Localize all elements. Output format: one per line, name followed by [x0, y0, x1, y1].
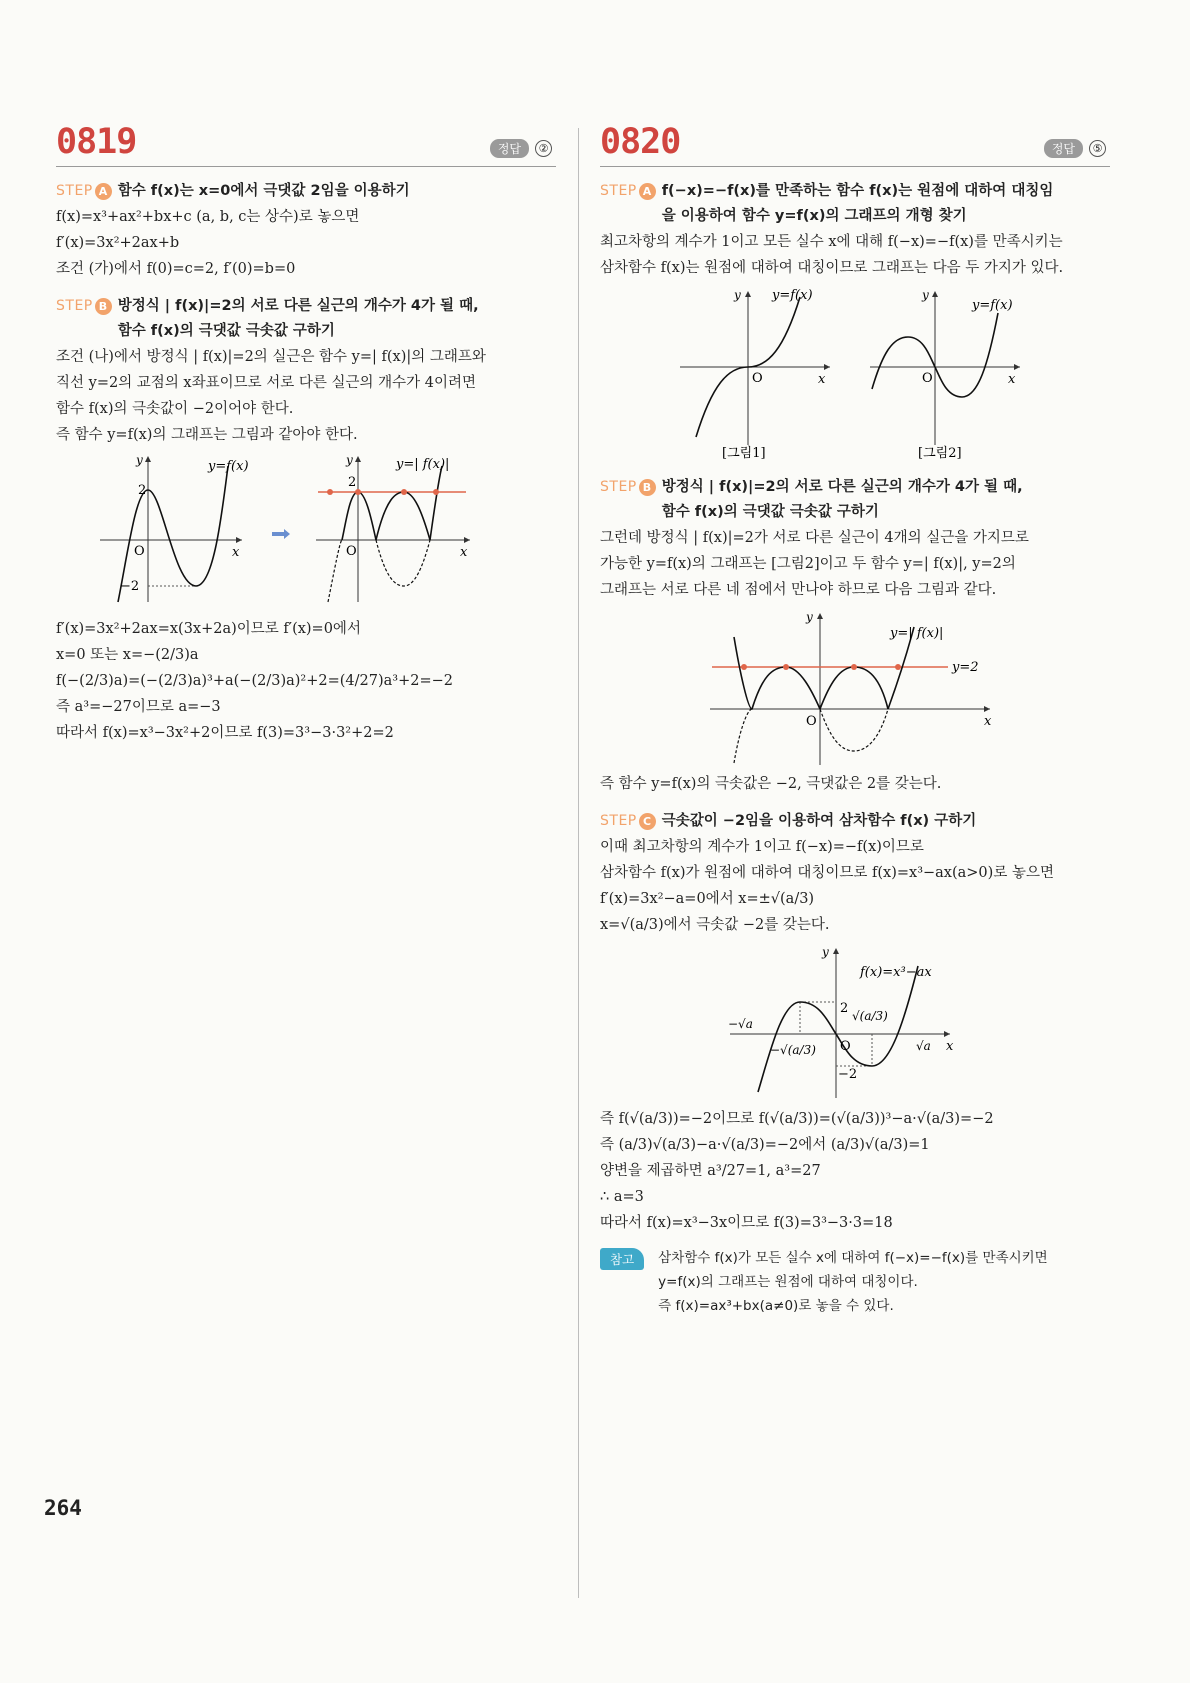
y-axis-label: y [822, 945, 829, 959]
x-axis-label: x [818, 372, 826, 387]
tick-top: 2 [840, 1001, 849, 1016]
text-line: x=√(a/3)에서 극솟값 −2를 갖는다. [600, 917, 830, 933]
x-axis-label: x [460, 545, 468, 560]
curve-hump-2 [376, 492, 430, 540]
step-title: 극솟값이 −2임을 이용하여 삼차함수 f(x) 구하기 [661, 813, 977, 829]
step-letter: A [639, 183, 656, 200]
x-axis-label: x [946, 1039, 954, 1054]
text-line: 그래프는 서로 다른 네 점에서 만나야 하므로 다음 그림과 같다. [600, 582, 997, 598]
origin-label: O [840, 1039, 851, 1054]
neg-sqrt-a3-label: −√(a/3) [770, 1043, 816, 1057]
figure-cubic-extrema [600, 942, 1110, 1102]
problem-number: 0819 [56, 122, 137, 162]
step-title: 함수 f(x)는 x=0에서 극댓값 2임을 이용하기 [117, 183, 410, 199]
y-axis-arrow [745, 291, 751, 297]
text-line: ∴ a=3 [600, 1189, 644, 1205]
curve-dashed-left [328, 540, 342, 602]
text-line: 그런데 방정식 | f(x)|=2가 서로 다른 실근이 4개의 실근을 가지므로 [600, 530, 1029, 546]
arrow-right-icon [272, 529, 290, 539]
text-line: 가능한 y=f(x)의 그래프는 [그림2]이고 두 함수 y=| f(x)|, y=2의 [600, 556, 1016, 572]
answer-badge: 정답 [1044, 139, 1083, 158]
pos-sqrt-a-label: √a [916, 1039, 931, 1053]
note-line: 즉 f(x)=ax³+bx(a≠0)로 놓을 수 있다. [658, 1298, 894, 1314]
tick-bottom: −2 [838, 1067, 858, 1082]
step-c-heading [600, 809, 1110, 834]
y-axis-label: y [806, 610, 813, 624]
figure-two-graph-types [600, 285, 1110, 463]
text-line: 조건 (가)에서 f(0)=c=2, f′(0)=b=0 [56, 261, 296, 277]
figure-f-and-abs-f [56, 452, 556, 612]
step-title: f(−x)=−f(x)를 만족하는 함수 f(x)는 원점에 대하여 대칭임 을 이용하여 함수 y=f(x)의 그래프의 개형 찾기 [661, 183, 1054, 224]
column-divider [578, 128, 579, 1598]
line-label: y=2 [952, 660, 979, 675]
y-axis-arrow [932, 291, 938, 297]
text-line: 즉 f(√(a/3))=−2이므로 f(√(a/3))=(√(a/3))³−a·√(a/3)=−2 [600, 1111, 994, 1127]
tick-top: 2 [138, 483, 147, 498]
step-b-conclusion [600, 771, 1110, 797]
step-a-body [600, 229, 1110, 281]
intersection-point [741, 664, 747, 670]
curve-label: y=| f(x)| [396, 457, 450, 472]
note-line: 삼차함수 f(x)가 모든 실수 x에 대하여 f(−x)=−f(x)를 만족시키면 [658, 1250, 1048, 1266]
origin-label: O [346, 544, 357, 559]
figure-abs-f-intersections [600, 607, 1110, 767]
x-axis-arrow [984, 706, 990, 712]
y-axis-arrow [817, 613, 823, 619]
text-line: f′(x)=3x²−a=0에서 x=±√(a/3) [600, 891, 815, 907]
step-letter: B [95, 298, 112, 315]
origin-label: O [752, 371, 763, 386]
curve-left-hump [734, 637, 820, 709]
curve-right-hump [820, 667, 888, 709]
caption: [그림1] [722, 446, 766, 461]
y-axis-label: y [346, 453, 353, 467]
y-axis-label: y [922, 288, 929, 302]
x-axis-label: x [984, 714, 992, 729]
text-line: 따라서 f(x)=x³−3x²+2이므로 f(3)=3³−3·3²+2=2 [56, 725, 394, 741]
step-letter: A [95, 183, 112, 200]
text-line: 이때 최고차항의 계수가 1이고 f(−x)=−f(x)이므로 [600, 839, 924, 855]
origin-label: O [806, 714, 817, 729]
answer [490, 139, 552, 158]
pos-sqrt-a3-label: √(a/3) [852, 1009, 888, 1023]
step-letter: B [639, 479, 656, 496]
x-axis-arrow [236, 537, 242, 543]
problem-0820 [600, 118, 1110, 1318]
step-b-body [600, 525, 1110, 603]
reference-note [600, 1246, 1110, 1318]
tick-bottom: −2 [120, 579, 140, 594]
intersection-point [895, 664, 901, 670]
text-line: f(−(2/3)a)=(−(2/3)a)³+a(−(2/3)a)²+2=(4/27)a³+2=−2 [56, 673, 453, 689]
text-line: 최고차항의 계수가 1이고 모든 실수 x에 대해 f(−x)=−f(x)를 만족시키는 [600, 234, 1063, 250]
text-line: 삼차함수 f(x)는 원점에 대하여 대칭이므로 그래프는 다음 두 가지가 있다. [600, 260, 1064, 276]
text-line: 직선 y=2의 교점의 x좌표이므로 서로 다른 실근의 개수가 4이려면 [56, 375, 477, 391]
text-line: 즉 함수 y=f(x)의 극솟값은 −2, 극댓값은 2를 갖는다. [600, 776, 942, 792]
step-tag: STEP B [600, 475, 656, 500]
x-axis-arrow [824, 364, 830, 370]
y-axis-arrow [355, 456, 361, 462]
step-letter: C [639, 813, 656, 830]
intersection-point [851, 664, 857, 670]
text-line: f(x)=x³+ax²+bx+c (a, b, c는 상수)로 놓으면 [56, 209, 360, 225]
intersection-point [327, 489, 333, 495]
curve-label: y=f(x) [972, 298, 1013, 313]
curve-dashed-min [820, 709, 888, 751]
neg-sqrt-a-label: −√a [728, 1017, 753, 1031]
origin-label: O [134, 544, 145, 559]
step-a-body [56, 204, 556, 282]
caption: [그림2] [918, 446, 962, 461]
y-axis-arrow [833, 948, 839, 954]
step-a-heading [56, 179, 556, 204]
problem-header [56, 118, 556, 167]
y-axis-label: y [136, 453, 143, 467]
curve-dashed-left [734, 709, 752, 763]
note-badge: 참고 [600, 1248, 644, 1270]
step-tag: STEP B [56, 294, 112, 319]
step-tag: STEP A [56, 179, 112, 204]
x-axis-label: x [232, 545, 240, 560]
text-line: 따라서 f(x)=x³−3x이므로 f(3)=3³−3·3=18 [600, 1215, 893, 1231]
graph-f [100, 453, 249, 602]
step-tag: STEP C [600, 809, 656, 834]
text-line: x=0 또는 x=−(2/3)a [56, 647, 199, 663]
text-line: f′(x)=3x²+2ax+b [56, 235, 180, 251]
intersection-point [401, 489, 407, 495]
text-line: 삼차함수 f(x)가 원점에 대하여 대칭이므로 f(x)=x³−ax(a>0)로 놓으면 [600, 865, 1054, 881]
intersection-point [783, 664, 789, 670]
note-line: y=f(x)의 그래프는 원점에 대하여 대칭이다. [658, 1274, 918, 1290]
graph-figure-2 [870, 288, 1020, 461]
page-number: 264 [44, 1496, 82, 1520]
tick-top: 2 [348, 475, 357, 490]
text-line: 즉 함수 y=f(x)의 그래프는 그림과 같아야 한다. [56, 427, 358, 443]
step-a-heading [600, 179, 1110, 229]
step-tag: STEP A [600, 179, 656, 204]
answer-value: ⑤ [1089, 140, 1106, 157]
problem-header [600, 118, 1110, 167]
curve-label: y=f(x) [772, 288, 813, 303]
answer [1044, 139, 1106, 158]
step-c-solution [600, 1106, 1110, 1236]
text-line: f′(x)=3x²+2ax=x(3x+2a)이므로 f′(x)=0에서 [56, 621, 361, 637]
x-axis-arrow [944, 1031, 950, 1037]
text-line: 즉 a³=−27이므로 a=−3 [56, 699, 221, 715]
problem-0819 [56, 118, 556, 746]
step-b-solution [56, 616, 556, 746]
y-axis-label: y [734, 288, 741, 302]
curve-label: y=| f(x)| [890, 626, 944, 641]
y-axis-arrow [145, 456, 151, 462]
curve-label: y=f(x) [208, 459, 249, 474]
answer-value: ② [535, 140, 552, 157]
step-b-body [56, 344, 556, 448]
step-title: 방정식 | f(x)|=2의 서로 다른 실근의 개수가 4가 될 때, 함수 f(x)의 극댓값 극솟값 구하기 [661, 479, 1023, 520]
note-lines [658, 1246, 1048, 1318]
text-line: 함수 f(x)의 극솟값이 −2이어야 한다. [56, 401, 294, 417]
curve-right [430, 466, 442, 540]
step-b-heading [56, 294, 556, 344]
text-line: 양변을 제곱하면 a³/27=1, a³=27 [600, 1163, 821, 1179]
origin-label: O [922, 371, 933, 386]
step-b-heading [600, 475, 1110, 525]
step-title: 방정식 | f(x)|=2의 서로 다른 실근의 개수가 4가 될 때, 함수 f(x)의 극댓값 극솟값 구하기 [117, 298, 479, 339]
graph-figure-1 [680, 288, 830, 461]
problem-number: 0820 [600, 122, 681, 162]
curve-hump-1 [342, 492, 376, 540]
intersection-point [433, 489, 439, 495]
answer-badge: 정답 [490, 139, 529, 158]
curve-dashed-min [376, 540, 430, 586]
x-axis-arrow [464, 537, 470, 543]
step-c-body [600, 834, 1110, 938]
x-axis-arrow [1014, 364, 1020, 370]
x-axis-label: x [1008, 372, 1016, 387]
graph-abs-f [316, 453, 470, 602]
curve-label: f(x)=x³−ax [860, 965, 932, 980]
text-line: 즉 (a/3)√(a/3)−a·√(a/3)=−2에서 (a/3)√(a/3)=1 [600, 1137, 930, 1153]
text-line: 조건 (나)에서 방정식 | f(x)|=2의 실근은 함수 y=| f(x)|의 그래프와 [56, 349, 486, 365]
